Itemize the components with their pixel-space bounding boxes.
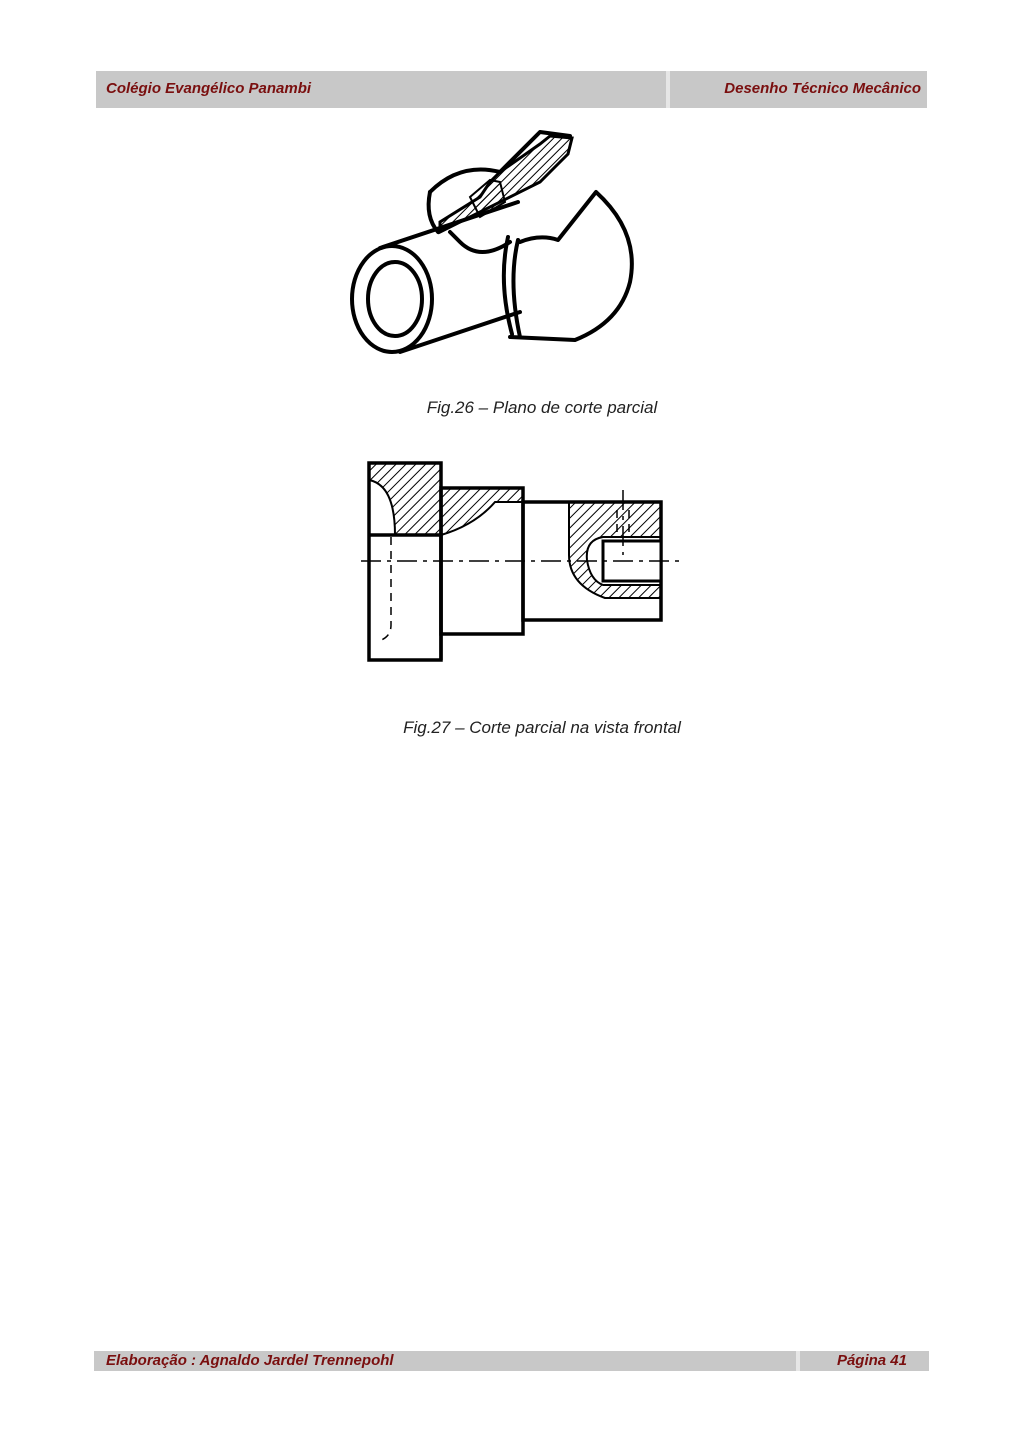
figure-27-caption: Fig.27 – Corte parcial na vista frontal xyxy=(403,718,681,737)
figure-26-caption: Fig.26 – Plano de corte parcial xyxy=(426,398,658,417)
figure-27-drawing xyxy=(355,455,695,665)
header-course-title: Desenho Técnico Mecânico xyxy=(724,80,921,97)
footer-page-number: Página 41 xyxy=(836,1352,907,1369)
header-school-name: Colégio Evangélico Panambi xyxy=(106,80,312,97)
footer-author: Elaboração : Agnaldo Jardel Trennepohl xyxy=(106,1352,394,1369)
figure-26-drawing xyxy=(340,122,650,372)
